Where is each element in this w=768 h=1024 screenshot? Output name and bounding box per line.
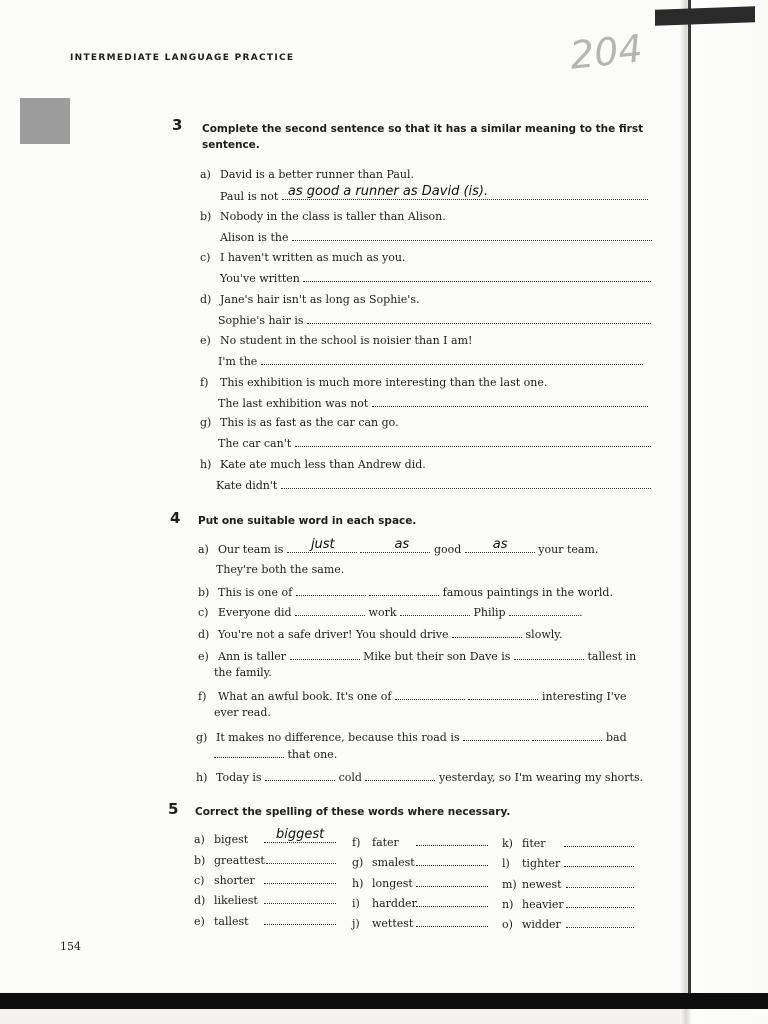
ex4-item-e-cont: the family.	[214, 666, 272, 679]
ex5-item-k	[502, 836, 634, 851]
ex4-item-a-cont: They're both the same.	[216, 563, 345, 576]
exercise-3-number: 3	[172, 116, 183, 134]
handwritten-page-number: 204	[567, 26, 645, 78]
misspelled-word: wettest	[372, 917, 414, 930]
answer-blank[interactable]	[292, 230, 652, 241]
answer-blank[interactable]	[372, 396, 648, 407]
item-stem: The last exhibition was not	[218, 397, 369, 410]
item-letter: d)	[194, 894, 206, 907]
ex4-item-g-cont	[214, 747, 337, 762]
item-letter: c)	[200, 251, 211, 264]
answer-blank[interactable]	[290, 649, 360, 660]
ex5-item-f	[352, 835, 488, 850]
answer-blank[interactable]	[287, 537, 357, 553]
item-letter: d)	[198, 628, 210, 641]
ex5-item-b	[194, 853, 336, 868]
item-stem: You've written	[220, 272, 300, 285]
item-stem: Alison is the	[220, 231, 289, 244]
ex4-item-c	[198, 605, 583, 620]
answer-blank[interactable]	[264, 893, 336, 904]
ex3-item-f-answer-line	[218, 396, 648, 411]
item-sentence: This exhibition is much more interesting than the last one.	[220, 376, 548, 389]
answer-blank[interactable]	[303, 271, 651, 282]
ex5-item-g	[352, 855, 488, 870]
item-text: This is one of	[218, 586, 293, 599]
item-sentence: Nobody in the class is taller than Alison.	[220, 210, 446, 223]
misspelled-word: tallest	[214, 915, 249, 928]
answer-blank[interactable]	[395, 689, 465, 700]
answer-blank[interactable]	[295, 605, 365, 616]
item-text: famous paintings in the world.	[442, 586, 613, 599]
item-sentence: David is a better runner than Paul.	[220, 168, 415, 181]
item-letter: e)	[200, 334, 211, 347]
item-letter: e)	[194, 915, 205, 928]
item-letter: f)	[352, 836, 361, 849]
item-letter: a)	[200, 168, 211, 181]
ex4-item-f-cont: ever read.	[214, 706, 271, 719]
answer-blank[interactable]	[369, 585, 439, 596]
item-letter: h)	[352, 877, 364, 890]
item-letter: c)	[194, 874, 205, 887]
exercise-5-instruction: Correct the spelling of these words where necessary.	[195, 806, 511, 818]
item-letter: h)	[196, 771, 208, 784]
misspelled-word: fater	[372, 836, 399, 849]
misspelled-word: smalest	[372, 856, 415, 869]
item-text: Mike but their son Dave is	[363, 650, 511, 663]
item-text: Everyone did	[218, 606, 292, 619]
item-text: slowly.	[525, 628, 563, 641]
ex3-item-d	[200, 293, 419, 307]
misspelled-word: hardder	[372, 897, 417, 910]
exercise-4-number: 4	[170, 509, 181, 527]
answer-blank[interactable]	[296, 585, 366, 596]
ex5-item-d	[194, 893, 336, 908]
item-stem: I'm the	[218, 355, 258, 368]
exercise-5-number: 5	[168, 800, 179, 818]
item-letter: k)	[502, 837, 513, 850]
handwritten-answer: as	[492, 537, 508, 552]
item-text: What an awful book. It's one of	[218, 690, 392, 703]
ex5-item-l	[502, 856, 634, 871]
misspelled-word: tighter	[522, 857, 561, 870]
ex5-item-e	[194, 914, 336, 929]
exercise-3-instruction	[202, 121, 643, 153]
item-letter: e)	[198, 650, 209, 663]
ex5-item-j	[352, 916, 488, 931]
item-text: yesterday, so I'm wearing my shorts.	[438, 771, 644, 784]
ex3-item-c	[200, 251, 405, 265]
item-letter: d)	[200, 293, 212, 306]
ex3-item-d-answer-line	[218, 313, 651, 328]
item-letter: g)	[200, 416, 212, 429]
misspelled-word: fiter	[522, 837, 546, 850]
ex4-item-a	[198, 537, 599, 557]
item-text: Today is	[216, 771, 262, 784]
item-text: bad	[605, 731, 627, 744]
ex3-item-a-answer-line	[220, 184, 648, 204]
answer-blank[interactable]	[416, 896, 488, 907]
handwritten-answer: just	[310, 537, 335, 552]
item-text: Our team is	[218, 543, 284, 556]
item-sentence: Jane's hair isn't as long as Sophie's.	[220, 293, 420, 306]
answer-blank[interactable]	[281, 478, 651, 489]
ex4-item-h	[196, 770, 643, 785]
ex3-item-b-answer-line	[220, 230, 652, 245]
answer-blank[interactable]	[463, 730, 529, 741]
answer-blank[interactable]	[416, 876, 488, 887]
ex3-item-c-answer-line	[220, 271, 651, 286]
misspelled-word: greattest	[214, 854, 265, 867]
answer-blank[interactable]	[365, 770, 435, 781]
answer-blank[interactable]	[265, 770, 335, 781]
item-sentence: Kate ate much less than Andrew did.	[220, 458, 426, 471]
item-letter: l)	[502, 857, 510, 870]
ex4-item-d	[198, 627, 563, 642]
ex3-item-h	[200, 458, 426, 472]
misspelled-word: heavier	[522, 898, 564, 911]
answer-blank[interactable]	[307, 313, 651, 324]
ex3-item-e	[200, 334, 472, 348]
answer-blank[interactable]	[266, 853, 336, 864]
ex4-item-f	[198, 689, 627, 704]
handwritten-answer: biggest	[276, 827, 325, 842]
answer-blank[interactable]	[468, 689, 538, 700]
item-stem: The car can't	[218, 437, 292, 450]
ex5-item-i	[352, 896, 488, 911]
answer-blank[interactable]	[416, 835, 488, 846]
running-header: INTERMEDIATE LANGUAGE PRACTICE	[70, 53, 295, 63]
answer-blank[interactable]	[564, 856, 634, 867]
answer-blank[interactable]	[564, 836, 634, 847]
item-letter: b)	[200, 210, 212, 223]
answer-blank[interactable]	[532, 730, 602, 741]
misspelled-word: newest	[522, 878, 562, 891]
item-letter: a)	[194, 833, 205, 846]
binding-edge	[688, 0, 691, 1000]
item-text: work	[368, 606, 397, 619]
handwritten-answer: as	[394, 537, 410, 552]
item-sentence: I haven't written as much as you.	[220, 251, 406, 264]
ex5-item-a	[194, 827, 336, 847]
item-text: You're not a safe driver! You should drive	[218, 628, 449, 641]
item-text: that one.	[287, 748, 338, 761]
item-sentence: No student in the school is noisier than I am!	[220, 334, 473, 347]
item-stem: Paul is not	[220, 190, 279, 203]
item-stem: Sophie's hair is	[218, 314, 304, 327]
item-letter: n)	[502, 898, 514, 911]
item-letter: h)	[200, 458, 212, 471]
ex5-item-c	[194, 873, 336, 888]
item-sentence: This is as fast as the car can go.	[220, 416, 399, 429]
ex5-item-o	[502, 917, 634, 932]
ex5-item-h	[352, 876, 488, 891]
ex4-item-e	[198, 649, 636, 664]
misspelled-word: shorter	[214, 874, 255, 887]
misspelled-word: bigest	[214, 833, 249, 846]
item-text: cold	[338, 771, 362, 784]
item-letter: o)	[502, 918, 513, 931]
answer-blank[interactable]	[400, 605, 470, 616]
item-letter: j)	[352, 917, 360, 930]
item-text: Ann is taller	[218, 650, 287, 663]
ex3-item-h-answer-line	[216, 478, 651, 493]
grey-thumb-marker	[20, 98, 70, 144]
ex3-item-e-answer-line	[218, 354, 643, 369]
item-text: interesting I've	[541, 690, 627, 703]
misspelled-word: longest	[372, 877, 413, 890]
item-text: It makes no difference, because this road is	[216, 731, 460, 744]
page-binding	[680, 0, 768, 1024]
answer-blank[interactable]	[566, 877, 634, 888]
answer-blank[interactable]	[566, 917, 634, 928]
item-letter: c)	[198, 606, 209, 619]
item-letter: g)	[352, 856, 364, 869]
handwritten-answer: as good a runner as David (is).	[287, 184, 489, 199]
item-letter: m)	[502, 878, 517, 891]
ex4-item-b	[198, 585, 613, 600]
item-letter: a)	[198, 543, 209, 556]
answer-blank[interactable]	[416, 916, 488, 927]
answer-blank[interactable]	[452, 627, 522, 638]
misspelled-word: widder	[522, 918, 561, 931]
answer-blank[interactable]	[261, 354, 643, 365]
ex3-item-g	[200, 416, 399, 430]
ex3-item-a	[200, 168, 414, 182]
exercise-4-instruction: Put one suitable word in each space.	[198, 515, 417, 527]
item-text: .	[579, 606, 583, 619]
item-letter: b)	[198, 586, 210, 599]
answer-blank[interactable]	[465, 537, 535, 553]
ex3-item-f	[200, 376, 547, 390]
ex4-item-g	[196, 730, 627, 745]
answer-blank[interactable]	[566, 897, 634, 908]
scan-bottom-edge	[0, 993, 768, 1009]
answer-blank[interactable]	[264, 873, 336, 884]
page-number: 154	[60, 940, 81, 953]
item-letter: i)	[352, 897, 360, 910]
item-text: tallest in	[587, 650, 637, 663]
answer-blank[interactable]	[214, 747, 284, 758]
answer-blank[interactable]	[295, 436, 651, 447]
answer-blank[interactable]	[416, 855, 488, 866]
answer-blank[interactable]	[264, 827, 336, 843]
ex5-item-n	[502, 897, 634, 912]
instruction-line-2: sentence.	[202, 139, 260, 151]
item-letter: f)	[200, 376, 209, 389]
answer-blank[interactable]	[264, 914, 336, 925]
item-letter: f)	[198, 690, 207, 703]
item-text: Philip	[473, 606, 506, 619]
item-text: your team.	[538, 543, 599, 556]
item-text: good	[433, 543, 462, 556]
answer-blank[interactable]	[509, 605, 579, 616]
answer-blank[interactable]	[514, 649, 584, 660]
answer-blank[interactable]	[360, 537, 430, 553]
ex5-item-m	[502, 877, 634, 892]
item-stem: Kate didn't	[216, 479, 278, 492]
item-letter: g)	[196, 731, 208, 744]
ex3-item-g-answer-line	[218, 436, 651, 451]
ex3-item-b	[200, 210, 446, 224]
answer-blank[interactable]	[282, 184, 648, 200]
misspelled-word: likeliest	[214, 894, 258, 907]
instruction-line-1: Complete the second sentence so that it has a similar meaning to the first	[202, 123, 644, 135]
item-letter: b)	[194, 854, 206, 867]
